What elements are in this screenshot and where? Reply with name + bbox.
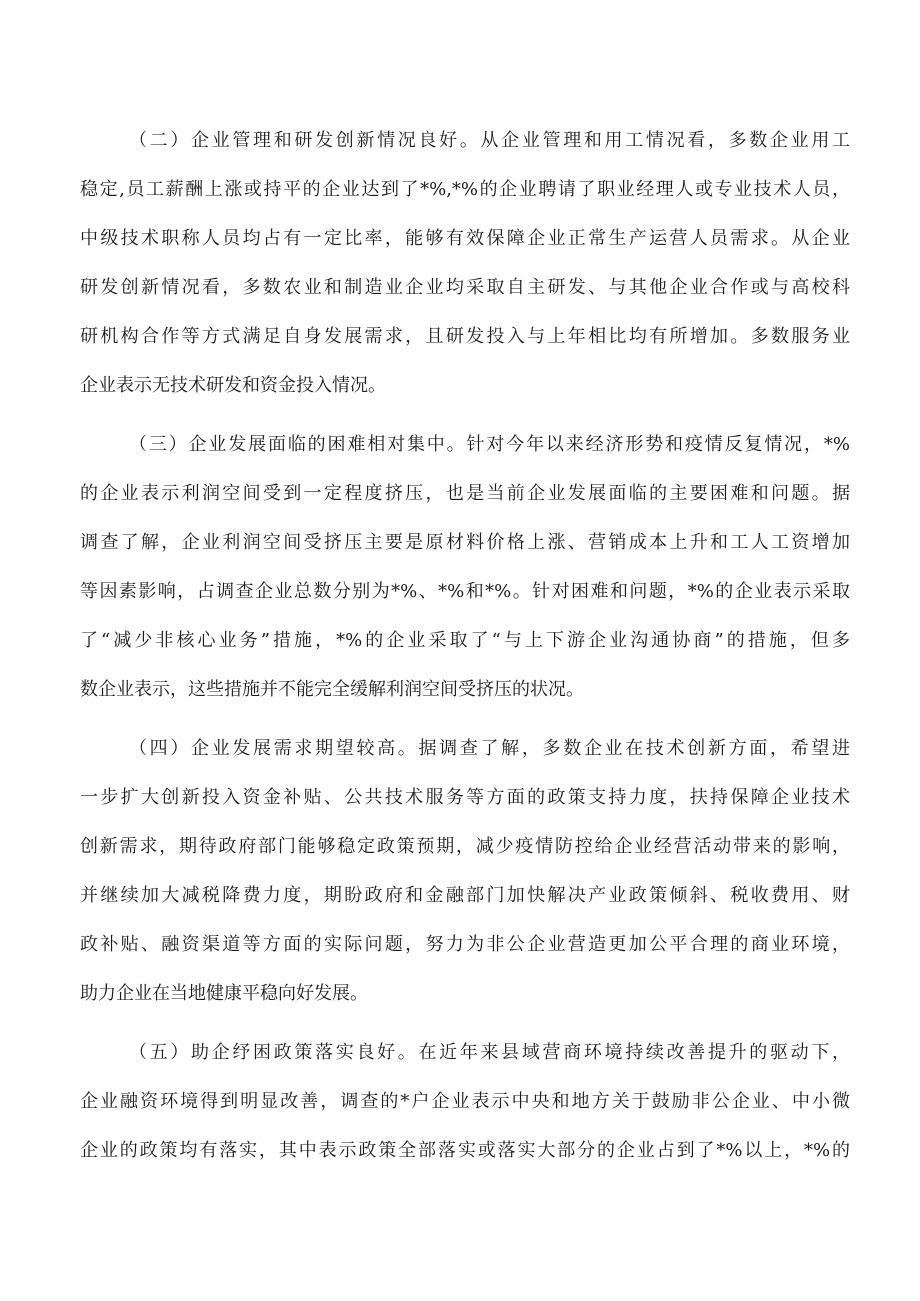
text-line: 等因素影响，占调查企业总数分别为*%、*%和*%。针对困难和问题，*%的企业表示采取 — [80, 581, 850, 602]
text-line: 企业融资环境得到明显改善，调查的*户企业表示中央和地方关于鼓励非公企业、中小微 — [80, 1091, 850, 1112]
text-line: 中级技术职称人员均占有一定比率，能够有效保障企业正常生产运营人员需求。从企业 — [80, 228, 850, 249]
text-line: 一步扩大创新投入资金补贴、公共技术服务等方面的政策支持力度，扶持保障企业技术 — [80, 787, 850, 808]
text-line: 稳定,员工薪酬上涨或持平的企业达到了*%,*%的企业聘请了职业经理人或专业技术人员， — [80, 179, 850, 200]
text-line: 研发创新情况看，多数农业和制造业企业均采取自主研发、与其他企业合作或与高校科 — [80, 277, 850, 298]
text-line: 助力企业在当地健康平稳向好发展。 — [80, 983, 368, 1004]
text-line: 研机构合作等方式满足自身发展需求，且研发投入与上年相比均有所增加。多数服务业 — [80, 326, 850, 347]
text-line: 并继续加大减税降费力度，期盼政府和金融部门加快解决产业政策倾斜、税收费用、财 — [80, 885, 850, 906]
text-line: （二）企业管理和研发创新情况良好。从企业管理和用工情况看，多数企业用工 — [129, 130, 850, 151]
text-line: 了“减少非核心业务”措施，*%的企业采取了“与上下游企业沟通协商”的措施，但多 — [80, 630, 850, 651]
text-line: （三）企业发展面临的困难相对集中。针对今年以来经济形势和疫情反复情况，*% — [129, 434, 850, 455]
text-line: 企业的政策均有落实，其中表示政策全部落实或落实大部分的企业占到了*%以上，*%的 — [80, 1140, 850, 1161]
text-line: 创新需求，期待政府部门能够稳定政策预期，减少疫情防控给企业经营活动带来的影响， — [80, 836, 850, 857]
text-line: 的企业表示利润空间受到一定程度挤压，也是当前企业发展面临的主要困难和问题。据 — [80, 483, 850, 504]
text-line: 政补贴、融资渠道等方面的实际问题，努力为非公企业营造更加公平合理的商业环境， — [80, 934, 850, 955]
text-line: 数企业表示，这些措施并不能完全缓解利润空间受挤压的状况。 — [80, 679, 584, 700]
text-line: （四）企业发展需求期望较高。据调查了解，多数企业在技术创新方面，希望进 — [129, 738, 850, 759]
text-line: （五）助企纾困政策落实良好。在近年来县域营商环境持续改善提升的驱动下， — [129, 1042, 850, 1063]
text-line: 调查了解，企业利润空间受挤压主要是原材料价格上涨、营销成本上升和工人工资增加 — [80, 532, 850, 553]
text-line: 企业表示无技术研发和资金投入情况。 — [80, 375, 386, 396]
